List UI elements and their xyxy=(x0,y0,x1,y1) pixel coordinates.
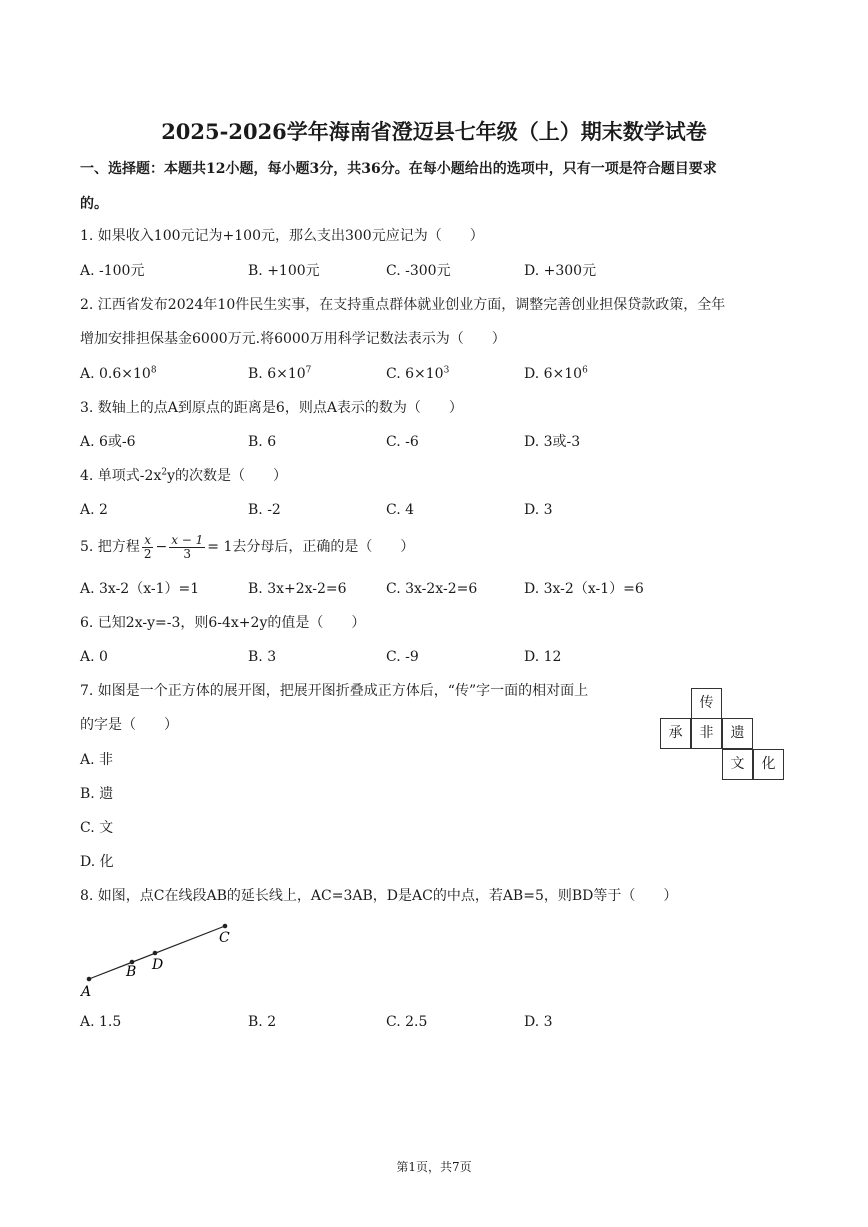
q8-stem: 8. 如图，点C在线段AB的延长线上，AC=3AB，D是AC的中点，若AB=5，则BD等于（ ） xyxy=(80,888,678,904)
q1-option-b: B. +100元 xyxy=(248,263,320,279)
net-cell-yi: 遗 xyxy=(722,718,753,749)
label-c: C xyxy=(219,930,230,946)
point-a xyxy=(87,977,92,982)
q1-option-a: A. -100元 xyxy=(80,263,145,279)
q2-stem-line1: 2. 江西省发布2024年10件民生实事，在支持重点群体就业创业方面，调整完善创业担保贷款政策，全年 xyxy=(80,297,726,313)
net-cell-chuan: 传 xyxy=(691,688,722,719)
q3-option-c: C. -6 xyxy=(386,434,419,450)
point-c xyxy=(223,924,228,929)
label-a: A xyxy=(81,984,92,1000)
net-cell-hua: 化 xyxy=(753,749,784,780)
q5-fraction-1: $\frac{x}{2}$ xyxy=(143,532,152,561)
q6-stem: 6. 已知2x-y=-3，则6-4x+2y的值是（ ） xyxy=(80,615,366,631)
q1-option-d: D. +300元 xyxy=(524,263,597,279)
q4-stem: 4. 单项式$-2x^2y$的次数是（ ） xyxy=(80,467,287,484)
q3-stem: 3. 数轴上的点A到原点的距离是6，则点A表示的数为（ ） xyxy=(80,400,463,416)
q3-option-a: A. 6或-6 xyxy=(80,434,136,450)
q5-option-a: A. 3x-2（x-1）=1 xyxy=(80,581,200,597)
net-cell-fei: 非 xyxy=(691,718,722,749)
q2-option-c: C. $6\times 10^3$ xyxy=(386,365,450,382)
label-d: D xyxy=(152,957,164,973)
q4-option-d: D. 3 xyxy=(524,502,553,518)
q6-option-b: B. 3 xyxy=(248,649,277,665)
q7-option-d: D. 化 xyxy=(80,854,114,870)
q7-option-c: C. 文 xyxy=(80,820,114,836)
q3-option-b: B. 6 xyxy=(248,434,277,450)
q7-stem-line2: 的字是（ ） xyxy=(80,717,178,733)
point-d xyxy=(153,951,158,956)
q5-option-c: C. 3x-2x-2=6 xyxy=(386,581,478,597)
q4-option-b: B. -2 xyxy=(248,502,281,518)
q6-option-d: D. 12 xyxy=(524,649,562,665)
exam-title: 2025-2026学年海南省澄迈县七年级（上）期末数学试卷 xyxy=(161,119,707,144)
q5-option-d: D. 3x-2（x-1）=6 xyxy=(524,581,644,597)
q2-option-a: A. $0.6\times 10^8$ xyxy=(80,365,157,382)
q8-option-a: A. 1.5 xyxy=(80,1014,122,1030)
label-b: B xyxy=(126,964,137,980)
section-heading-line2: 的。 xyxy=(80,196,108,212)
q2-option-b: B. $6\times 10^7$ xyxy=(248,365,312,382)
q4-option-a: A. 2 xyxy=(80,502,108,518)
section-heading-line1: 一、选择题：本题共12小题，每小题3分，共36分。在每小题给出的选项中，只有一项是符合题目要求 xyxy=(80,161,717,177)
q6-option-c: C. -9 xyxy=(386,649,419,665)
q5-stem: 5. 把方程 $\frac{x}{2}$ − $\frac{x - 1}{3}$ = 1去分母后，正确的是（ ） xyxy=(80,532,415,561)
q4-option-c: C. 4 xyxy=(386,502,415,518)
q2-stem-line2: 增加安排担保基金6000万元.将6000万用科学记数法表示为（ ） xyxy=(80,331,506,347)
q8-option-b: B. 2 xyxy=(248,1014,277,1030)
q7-option-b: B. 遗 xyxy=(80,786,114,802)
q3-option-d: D. 3或-3 xyxy=(524,434,581,450)
q8-option-c: C. 2.5 xyxy=(386,1014,428,1030)
q5-fraction-2: $\frac{x - 1}{3}$ xyxy=(171,532,204,561)
q1-option-c: C. -300元 xyxy=(386,263,451,279)
page-footer: 第1页，共7页 xyxy=(396,1160,472,1174)
q6-option-a: A. 0 xyxy=(80,649,108,665)
q1-stem: 1. 如果收入100元记为+100元，那么支出300元应记为（ ） xyxy=(80,228,484,244)
q2-option-d: D. $6\times 10^6$ xyxy=(524,365,588,382)
q7-stem-line1: 7. 如图是一个正方体的展开图，把展开图折叠成正方体后，“传”字一面的相对面上 xyxy=(80,683,589,699)
segment-figure xyxy=(75,918,245,1000)
net-cell-wen: 文 xyxy=(722,749,753,780)
net-cell-cheng: 承 xyxy=(660,718,691,749)
q5-option-b: B. 3x+2x-2=6 xyxy=(248,581,347,597)
q8-option-d: D. 3 xyxy=(524,1014,553,1030)
q7-option-a: A. 非 xyxy=(80,752,114,768)
